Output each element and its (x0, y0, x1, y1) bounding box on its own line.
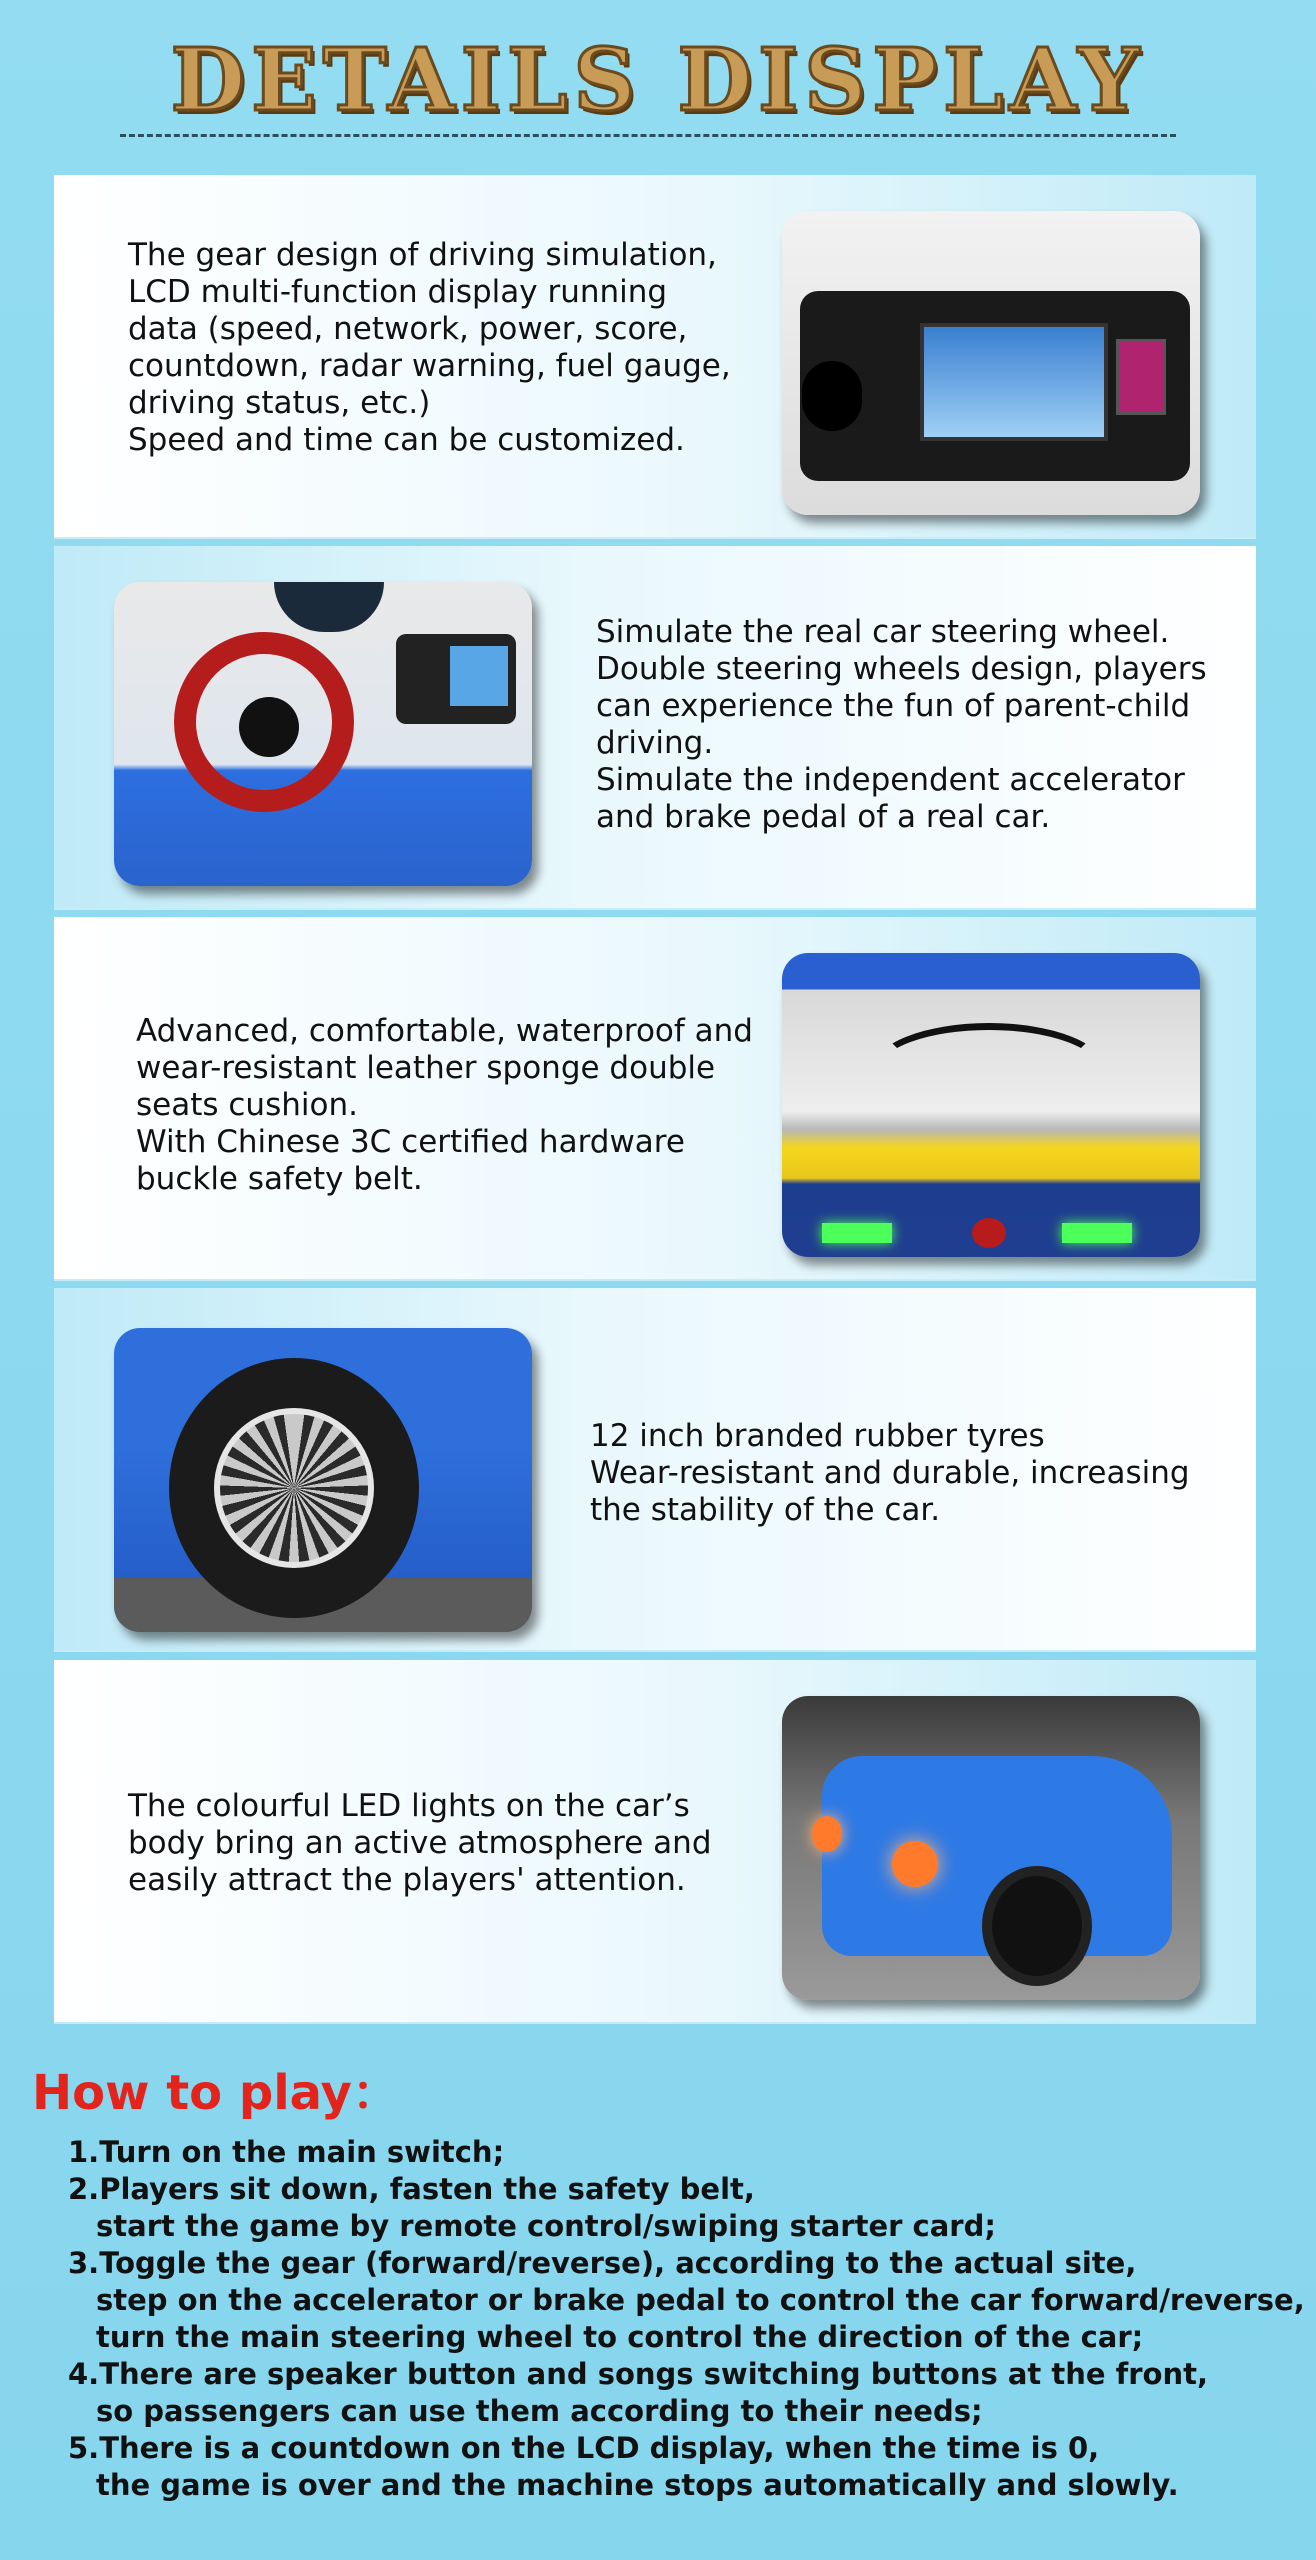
step-line: the game is over and the machine stops automatically and slowly. (96, 2468, 1179, 2502)
dashboard-lcd-photo (782, 211, 1200, 515)
feature-panel-seats (54, 917, 1256, 1279)
how-to-play-steps (68, 2134, 1305, 2504)
text-line: Advanced, comfortable, waterproof and (136, 1013, 753, 1049)
steering-wheel-photo (114, 582, 532, 886)
text-line: countdown, radar warning, fuel gauge, (128, 348, 731, 384)
text-line: Simulate the independent accelerator (596, 762, 1185, 798)
text-line: LCD multi-function display running (128, 274, 668, 310)
feature-panel-tyres (54, 1288, 1256, 1650)
text-line: Double steering wheels design, players (596, 651, 1207, 687)
feature-text-seats (136, 1013, 753, 1198)
title-divider (120, 134, 1176, 137)
step-line: start the game by remote control/swiping starter card; (96, 2209, 996, 2243)
step-line: 2.Players sit down, fasten the safety belt, (68, 2172, 755, 2206)
step-line: turn the main steering wheel to control the direction of the car; (96, 2320, 1144, 2354)
text-line: driving status, etc.) (128, 385, 431, 421)
led-lights-car-photo (782, 1696, 1200, 2000)
feature-panel-steering (54, 546, 1256, 908)
text-line: seats cushion. (136, 1087, 358, 1123)
text-line: wear-resistant leather sponge double (136, 1050, 716, 1086)
feature-text-led (128, 1788, 712, 1899)
feature-text-tyres (590, 1418, 1190, 1529)
text-line: Wear-resistant and durable, increasing (590, 1455, 1190, 1491)
feature-panel-led (54, 1660, 1256, 2022)
text-line: With Chinese 3C certified hardware (136, 1124, 685, 1160)
rubber-tyre-photo (114, 1328, 532, 1632)
step-line: 4.There are speaker button and songs switching buttons at the front, (68, 2357, 1208, 2391)
feature-text-steering (596, 614, 1207, 836)
page-title: DETAILS DISPLAY (170, 30, 1146, 131)
seat-cushion-belt-photo (782, 953, 1200, 1257)
text-line: The gear design of driving simulation, (128, 237, 717, 273)
feature-panel-dashboard (54, 175, 1256, 537)
text-line: body bring an active atmosphere and (128, 1825, 712, 1861)
text-line: and brake pedal of a real car. (596, 799, 1051, 835)
text-line: the stability of the car. (590, 1492, 941, 1528)
text-line: driving. (596, 725, 714, 761)
step-line: so passengers can use them according to their needs; (96, 2394, 983, 2428)
how-to-play-title: How to play： (32, 2065, 400, 2121)
text-line: 12 inch branded rubber tyres (590, 1418, 1045, 1454)
step-line: 3.Toggle the gear (forward/reverse), according to the actual site, (68, 2246, 1137, 2280)
step-line: 1.Turn on the main switch; (68, 2135, 505, 2169)
text-line: buckle safety belt. (136, 1161, 423, 1197)
text-line: Speed and time can be customized. (128, 422, 685, 458)
text-line: can experience the fun of parent-child (596, 688, 1191, 724)
text-line: easily attract the players' attention. (128, 1862, 686, 1898)
feature-text-dashboard (128, 237, 731, 459)
step-line: 5.There is a countdown on the LCD display, when the time is 0, (68, 2431, 1100, 2465)
text-line: data (speed, network, power, score, (128, 311, 688, 347)
text-line: Simulate the real car steering wheel. (596, 614, 1170, 650)
step-line: step on the accelerator or brake pedal to control the car forward/reverse, (96, 2283, 1305, 2317)
text-line: The colourful LED lights on the car’s (128, 1788, 690, 1824)
